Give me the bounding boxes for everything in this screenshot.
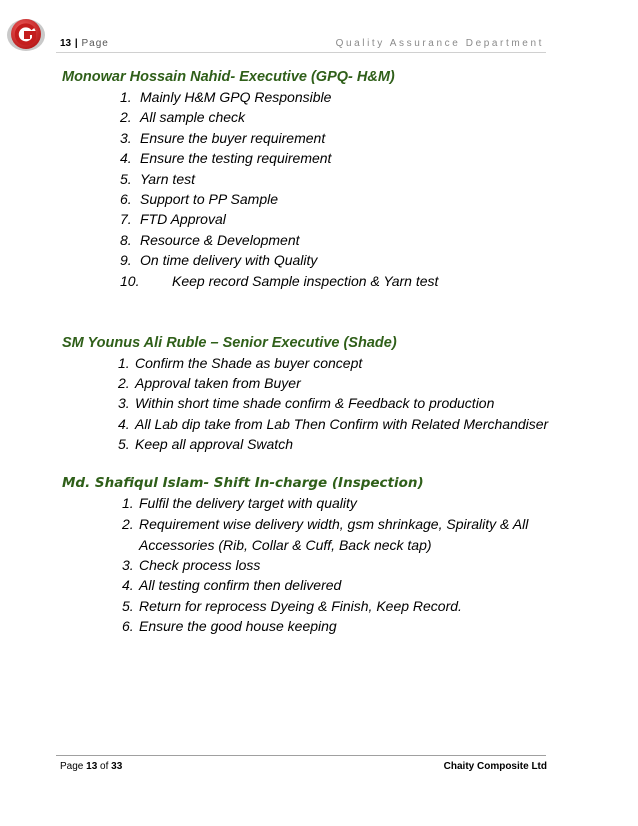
- list-item: [120, 148, 607, 168]
- item-text: Within short time shade confirm & Feedback to production: [135, 395, 495, 412]
- item-number: 5.: [122, 597, 134, 614]
- item-text: Resource & Development: [140, 231, 300, 248]
- item-number: 1.: [120, 89, 132, 105]
- footer-page-prefix: Page: [60, 761, 84, 772]
- list-item: [122, 616, 607, 637]
- item-number: 1.: [122, 495, 134, 511]
- list-item: [120, 209, 607, 229]
- section-title: Md. Shafiqul Islam- Shift In-charge (Inspection): [62, 475, 424, 491]
- item-number: 3.: [120, 129, 132, 146]
- footer-company-name: Chaity Composite Ltd: [443, 761, 547, 772]
- header-page-indicator: [60, 38, 109, 49]
- item-text: All Lab dip take from Lab Then Confirm with Related Merchandiser: [135, 415, 549, 432]
- item-number: 5.: [120, 170, 132, 187]
- item-number: 7.: [120, 211, 132, 228]
- list-item: [122, 596, 607, 617]
- list-item: [120, 87, 607, 107]
- item-text: Ensure the good house keeping: [139, 618, 337, 634]
- list-item: [122, 493, 607, 514]
- header-separator: |: [74, 38, 78, 49]
- item-text: Ensure the testing requirement: [140, 150, 332, 167]
- item-number: 2.: [120, 109, 132, 126]
- company-logo: [6, 14, 46, 54]
- item-text: FTD Approval: [140, 211, 226, 228]
- item-text: All testing confirm then delivered: [139, 577, 342, 593]
- item-text: Ensure the buyer requirement: [140, 129, 326, 146]
- item-number: 8.: [120, 231, 132, 248]
- list-item: [118, 414, 607, 434]
- responsibility-list: [120, 87, 607, 291]
- header-department: Quality Assurance Department: [335, 38, 544, 49]
- item-text: Keep all approval Swatch: [135, 435, 293, 452]
- footer-page-total: 33: [111, 761, 123, 772]
- list-item: [118, 434, 607, 454]
- section-title: SM Younus Ali Ruble – Senior Executive (Shade): [62, 335, 397, 351]
- list-item: [120, 169, 607, 189]
- item-number: 9.: [120, 252, 132, 269]
- item-number: 1.: [118, 355, 130, 371]
- footer-page-current: 13: [86, 761, 98, 772]
- item-text: Yarn test: [140, 170, 195, 187]
- list-item: [122, 514, 607, 555]
- item-text: Support to PP Sample: [140, 190, 279, 207]
- footer-divider: [56, 755, 546, 756]
- item-number: 3.: [122, 556, 134, 573]
- item-text: Keep record Sample inspection & Yarn test: [172, 272, 439, 289]
- item-number: 5.: [118, 435, 130, 452]
- item-number: 6.: [122, 618, 134, 634]
- list-item: [120, 230, 607, 250]
- section-ruble: [62, 333, 607, 454]
- item-text: On time delivery with Quality: [140, 252, 318, 269]
- list-item: [118, 393, 607, 413]
- item-text: Check process loss: [139, 556, 261, 573]
- list-item: [118, 373, 607, 393]
- list-item: [120, 189, 607, 209]
- list-item: [122, 575, 607, 596]
- header-page-number: 13: [60, 38, 72, 49]
- item-text: Requirement wise delivery width, gsm shrinkage, Spirality & All Accessories (Rib, Collar & Cuff, Back neck tap): [139, 515, 529, 553]
- header-divider: [56, 52, 546, 53]
- section-title: Monowar Hossain Nahid- Executive (GPQ- H&M): [62, 69, 395, 85]
- list-item: [120, 271, 607, 291]
- item-number: 4.: [120, 150, 132, 167]
- item-number: 10.: [120, 272, 140, 289]
- item-text: Fulfil the delivery target with quality: [139, 495, 357, 511]
- list-item: [120, 128, 607, 148]
- section-nahid: [62, 67, 607, 291]
- item-number: 4.: [122, 577, 134, 593]
- item-text: All sample check: [140, 109, 246, 126]
- footer-page-counter: [60, 761, 122, 772]
- section-islam: [62, 473, 607, 637]
- list-item: [120, 250, 607, 270]
- item-number: 2.: [122, 515, 134, 532]
- item-text: Mainly H&M GPQ Responsible: [140, 89, 332, 105]
- responsibility-list: [122, 493, 607, 637]
- item-text: Confirm the Shade as buyer concept: [135, 355, 363, 371]
- item-text: Return for reprocess Dyeing & Finish, Keep Record.: [139, 597, 462, 614]
- item-number: 2.: [118, 375, 130, 392]
- responsibility-list: [118, 353, 607, 454]
- item-number: 6.: [120, 190, 132, 207]
- list-item: [122, 555, 607, 576]
- header-page-label: Page: [81, 38, 109, 49]
- item-number: 3.: [118, 395, 130, 412]
- list-item: [120, 107, 607, 127]
- item-text: Approval taken from Buyer: [135, 375, 301, 392]
- list-item: [118, 353, 607, 373]
- footer-page-of: of: [100, 761, 109, 772]
- item-number: 4.: [118, 415, 130, 432]
